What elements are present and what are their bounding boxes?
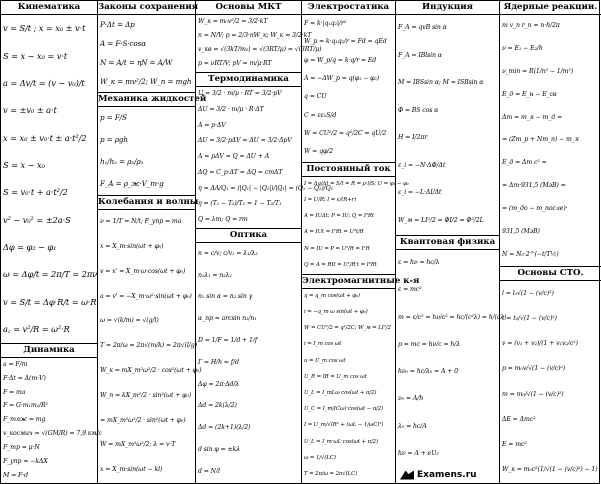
formula: W_п = kX_m²/2 · sin²(ωt + φ₀) — [100, 391, 192, 399]
formula: ε = mc² — [398, 286, 422, 294]
formula: Q = λm; Q = rm — [198, 216, 248, 224]
section-title: Электромагнитные к-я — [302, 274, 395, 289]
formula: E_д = E_н − E_св — [502, 90, 557, 98]
formula: ω = Δφ/t = 2π/T = 2πν — [3, 269, 98, 280]
formula: m = ε/c² = hν/c² = hc/(c²λ) = h/(cλ) — [398, 313, 507, 321]
section-5-1 — [396, 1, 499, 235]
formula: I = Δq/Δt = S/t = R = ρ·l/S; U = φ₁ − φ₂ — [304, 180, 409, 187]
formula-list — [302, 177, 409, 274]
formula: I = U/R; I = ε/(R+r) — [304, 197, 357, 204]
formula: v² − v₀² = ±2a·S — [3, 214, 71, 225]
formula: W_p = k·q₁q₂/r = Fd = qEd — [304, 38, 387, 46]
formula: Δφ = 2π·Δd/λ — [198, 380, 240, 388]
formula: v = (v₁ + v₂)/(1 + v₁v₂/c²) — [502, 340, 578, 348]
formula: A = IUt = I²Rt = U²t/R — [304, 229, 364, 236]
formula: Δφ = φ₂ − φ₁ — [3, 241, 57, 252]
formula-list — [1, 15, 97, 343]
formula: p = mc = hν/c = h/λ — [398, 340, 461, 348]
formula: F_A = qvB sin α — [398, 24, 447, 32]
formula: n = N/V; p = 2/3·nW_к; W_к = 3/2·kT — [198, 31, 312, 39]
formula: = mX_m²ω²/2 · sin²(ωt + φ₀) — [100, 416, 186, 424]
formula: η = (T₁ − T₂)/T₁ = 1 − T₂/T₁ — [198, 200, 282, 208]
formula-list — [396, 15, 499, 235]
section-1-1 — [1, 1, 97, 343]
formula: a = F/m — [3, 360, 28, 368]
formula: q = CU — [304, 93, 327, 101]
formula: ω = 1/√(LC) — [304, 454, 336, 461]
section-title: Динамика — [1, 343, 97, 358]
formula: Г = H/h = f/d — [198, 358, 239, 366]
formula: N = IU = P = U²/R = I²R — [304, 245, 370, 252]
formula: M = F·d — [3, 471, 28, 479]
formula: D = 1/F = 1/d + 1/f — [198, 337, 258, 345]
formula: v = ±v₀ ± a·t — [3, 105, 57, 116]
section-title: Квантовая физика — [396, 235, 499, 250]
formula: F = G·m₁m₂/R² — [3, 402, 48, 410]
formula: Q = A = RIt = U²/R·t = I²Rt — [304, 261, 377, 268]
formula: ν_min = R(1/n² − 1/m²) — [502, 67, 574, 75]
formula: I = U_m/√(R² + (ωL − 1/ωC)²) — [304, 422, 384, 429]
formula-list — [302, 15, 395, 162]
section-2-3 — [98, 195, 202, 483]
section-title: Основы СТО. — [500, 266, 601, 281]
section-5-2 — [396, 235, 507, 469]
section-title: Индукция — [396, 1, 499, 15]
formula-list — [98, 15, 195, 92]
formula: u = U_m cos ωt — [304, 357, 346, 364]
formula: A = IUΔt; P = IU; Q = I²Rt — [304, 213, 374, 220]
formula: N = N₀·2^(−t/T½) — [502, 250, 559, 258]
section-title: Термодинамика — [196, 72, 301, 87]
formula: ΔQ = C_р·ΔT = ΔQ = cmΔT — [198, 168, 283, 176]
formula: v = S/t = Δφ·R/t = ω·R — [3, 296, 97, 307]
formula: E = mc² — [502, 440, 527, 448]
formula: U = 3/2 · m/μ · RT = 3/2·pV — [198, 90, 282, 98]
formula: ν = E₁ − E₂/h — [502, 45, 543, 53]
formula: v = x' = X_m·ω·cos(ωt + φ₀) — [100, 267, 186, 275]
formula: m v_n r_n = n·h/2π — [502, 22, 560, 30]
formula: ε = hν = hc/λ — [398, 258, 440, 266]
formula: n₁λ₁ = n₂λ₂ — [198, 271, 232, 279]
formula: ΔE = Δmc² — [502, 415, 536, 423]
logo-mark-icon — [400, 471, 414, 480]
formula: N = A/t = ηN = A/W — [100, 58, 173, 68]
formula: = (m_до − m_после)· — [502, 204, 568, 212]
formula: A = F·S·cosα — [100, 39, 146, 49]
formula: F·Δt = Δ(m·V) — [3, 374, 46, 382]
section-6-1 — [500, 1, 601, 266]
formula: U_L = I_mLω cos(ωt + π/2) — [304, 390, 377, 397]
formula: = (Zm_р + Nm_n) − m_я — [502, 136, 579, 144]
formula: i = −q_m ω sin(ωt + φ₀) — [304, 309, 368, 316]
formula: p = ρgh — [100, 135, 128, 145]
formula: x = X_m·sin(ωt − kl) — [100, 466, 163, 474]
formula: ν₀ = A/h — [398, 395, 424, 403]
formula: U_L = I_m·ωL·cos(ωt + π/2) — [304, 438, 379, 445]
section-title: Электростатика — [302, 1, 395, 15]
formula: S = x − x₀ — [3, 159, 45, 170]
formula: q = q_m cos(ωt + φ₀) — [304, 292, 361, 299]
section-title: Законы сохранения — [98, 1, 195, 15]
formula: Δm = m_я − m_д = — [502, 113, 563, 121]
formula: ν = 1/T = N/t; F_упр = ma — [100, 218, 182, 226]
formula: v = S/t ; x = x₀ ± v·t — [3, 23, 86, 34]
section-3-3 — [196, 228, 301, 483]
section-2-1 — [98, 1, 199, 92]
site-logo — [396, 468, 499, 483]
formula-list — [98, 107, 195, 195]
section-title: Постоянный ток — [302, 162, 395, 177]
formula: n₁ sin α = n₂ sin γ — [198, 293, 253, 301]
formula: n = c/v; c/v₁ = λ₁/λ₂ — [198, 249, 258, 257]
formula: t = t₀/√(1 − (v/c)²) — [502, 314, 557, 322]
formula: T = 2π/ω = 2π√(m/k) = 2π√(l/g) — [100, 342, 197, 350]
formula: W_м = LI²/2 = ΦI/2 = Φ²/2L — [398, 216, 484, 224]
formula: ε_i = −N·ΔΦ/Δt — [398, 161, 446, 169]
formula: W = mX_m²ω²/2; λ = v·T — [100, 441, 176, 449]
formula: H = I/2πr — [398, 134, 428, 142]
formula: F_упр = −kΔX — [3, 457, 48, 465]
formula: U_R = IR = U_m cos ωt — [304, 373, 367, 380]
formula: F_тяж = mg — [3, 416, 46, 424]
section-4-2 — [302, 162, 409, 274]
formula: F = k·|q₁q₂|/r² — [304, 19, 347, 27]
section-title: Колебания и волны — [98, 195, 195, 210]
formula-list — [500, 281, 601, 483]
formula: v_космич = √(GM/R) = 7,9 км/с — [3, 430, 102, 438]
formula: W = CU²/2 = q²/2C; W_м = LI²/2 — [304, 325, 391, 332]
formula: E_д = Δm c² = — [502, 159, 547, 167]
formula: Δd = (2k+1)(λ/2) — [198, 424, 251, 432]
formula: = Δm·931,5 (МэВ) = — [502, 182, 566, 190]
section-title: Основы МКТ — [196, 1, 301, 15]
formula: S = x − x₀ = v·t — [3, 50, 68, 61]
formula: h₁/h₂ = ρ₂/ρ₁ — [100, 157, 144, 167]
section-2-2 — [98, 92, 207, 195]
formula: W_к = m₀v²/2 = 3/2·kT — [198, 17, 268, 25]
formula: a꜀ = v²/R = ω²·R — [3, 323, 70, 334]
formula: C = εε₀S/d — [304, 111, 337, 119]
formula: d = N/l — [198, 467, 220, 475]
formula: S = v₀·t + a·t²/2 — [3, 187, 68, 198]
formula: A = pΔV = Q = ΔU + A — [198, 153, 270, 161]
formula: α_пр = arcsin n₂/n₁ — [198, 315, 257, 323]
column-5 — [396, 1, 507, 483]
formula: Φ = BS cos α — [398, 106, 439, 114]
formula: λ₀ = hc/A — [398, 422, 427, 430]
formula: P·Δt = Δp — [100, 19, 135, 29]
formula: hν₀ = hc/λ₀ = A + 0 — [398, 368, 459, 376]
formula: p = F/S — [100, 113, 127, 123]
formula: φ = W_p/q = k·q/r = Ed — [304, 56, 377, 64]
formula: Δd = 2k(λ/2) — [198, 402, 237, 410]
formula: l = l₀√(1 − (v/c)²) — [502, 289, 554, 297]
section-title: Ядерные реакции. — [500, 1, 601, 15]
logo-text: Examens.ru — [417, 470, 477, 480]
formula: F = ma — [3, 388, 26, 396]
formula: M = IBSsin α; M = ISBsin α — [398, 79, 484, 87]
formula: ε_i = −L·ΔI/Δt — [398, 189, 442, 197]
section-3-1 — [196, 1, 322, 72]
section-title: Оптика — [196, 228, 301, 243]
section-title: Механика жидкостей — [98, 92, 195, 107]
formula: F_A = ρ_ж·V_т·g — [100, 179, 164, 189]
formula: W_к = m₀c²(1/√(1 − (v/c)²) − 1) — [502, 466, 598, 474]
formula: p = νRT/V; pV = m/μ·RT — [198, 60, 272, 68]
formula: i = I_m cos ωt — [304, 341, 342, 348]
column-2 — [98, 1, 207, 483]
formula: p = m₀v/√(1 − (v/c)²) — [502, 365, 566, 373]
formula-list — [500, 15, 601, 266]
formula: W = qφ/2 — [304, 148, 333, 156]
formula-list — [98, 210, 202, 483]
column-1 — [1, 1, 102, 483]
formula: W_к = mX_m²ω²/2 · cos²(ωt + φ₀) — [100, 366, 202, 374]
formula: d sin φ = ±kλ — [198, 445, 241, 453]
formula: ω = √(k/m) = √(g/l) — [100, 317, 159, 325]
formula: F_A = IBlsin α — [398, 51, 442, 59]
formula: W_к = mv²/2; W_п = mgh — [100, 77, 192, 87]
formula: a = Δv/t = (v − v₀)/t — [3, 77, 85, 88]
formula: a = v' = −X_m·ω²·sin(ωt + φ₀) — [100, 292, 192, 300]
formula-list — [196, 15, 322, 72]
formula: m = m₀/√(1 − (v/c)²) — [502, 390, 564, 398]
formula: x = x₀ ± v₀·t ± a·t²/2 — [3, 132, 87, 143]
formula: A = −ΔW_p = q(φ₁ − φ₂) — [304, 74, 380, 82]
formula: ΔU = 3/2 · m/μ · R·ΔT — [198, 105, 264, 113]
formula: F_тр = μ·N — [3, 444, 40, 451]
section-4-1 — [302, 1, 395, 162]
formula: A = p·ΔV — [198, 121, 226, 129]
section-1-2 — [1, 343, 102, 483]
formula: 931,5 (МэВ) — [502, 227, 540, 235]
column-6 — [500, 1, 601, 483]
section-6-2 — [500, 266, 601, 483]
formula-list — [196, 243, 301, 483]
formula: U_C = I_m/(Cω)·cos(ωt − π/2) — [304, 406, 384, 413]
formula: W = CU²/2 = q²/2C = qU/2 — [304, 129, 387, 137]
formula: v_кв = √(3kT/m₀) = √(3RT/μ) = √(3RT/μ) — [198, 46, 322, 54]
formula: hν = A + eU₃ — [398, 450, 439, 458]
section-title: Кинематика — [1, 1, 97, 15]
formula-list — [396, 250, 507, 469]
formula: η = ΔA/Q₁ = (|Q₁| − |Q₂|)/|Q₁| = (Q₁ − Q₂)/Q₁ — [198, 184, 334, 192]
formula-list — [1, 358, 102, 483]
formula: ΔU = 3/2·pΔV = ΔU = 3/2·ΔpV — [198, 137, 292, 145]
formula: x = X_m·sin(ωt + φ₀) — [100, 242, 164, 250]
formula-list — [302, 289, 395, 483]
formula: T = 2π/ω = 2π√(LC) — [304, 470, 358, 477]
